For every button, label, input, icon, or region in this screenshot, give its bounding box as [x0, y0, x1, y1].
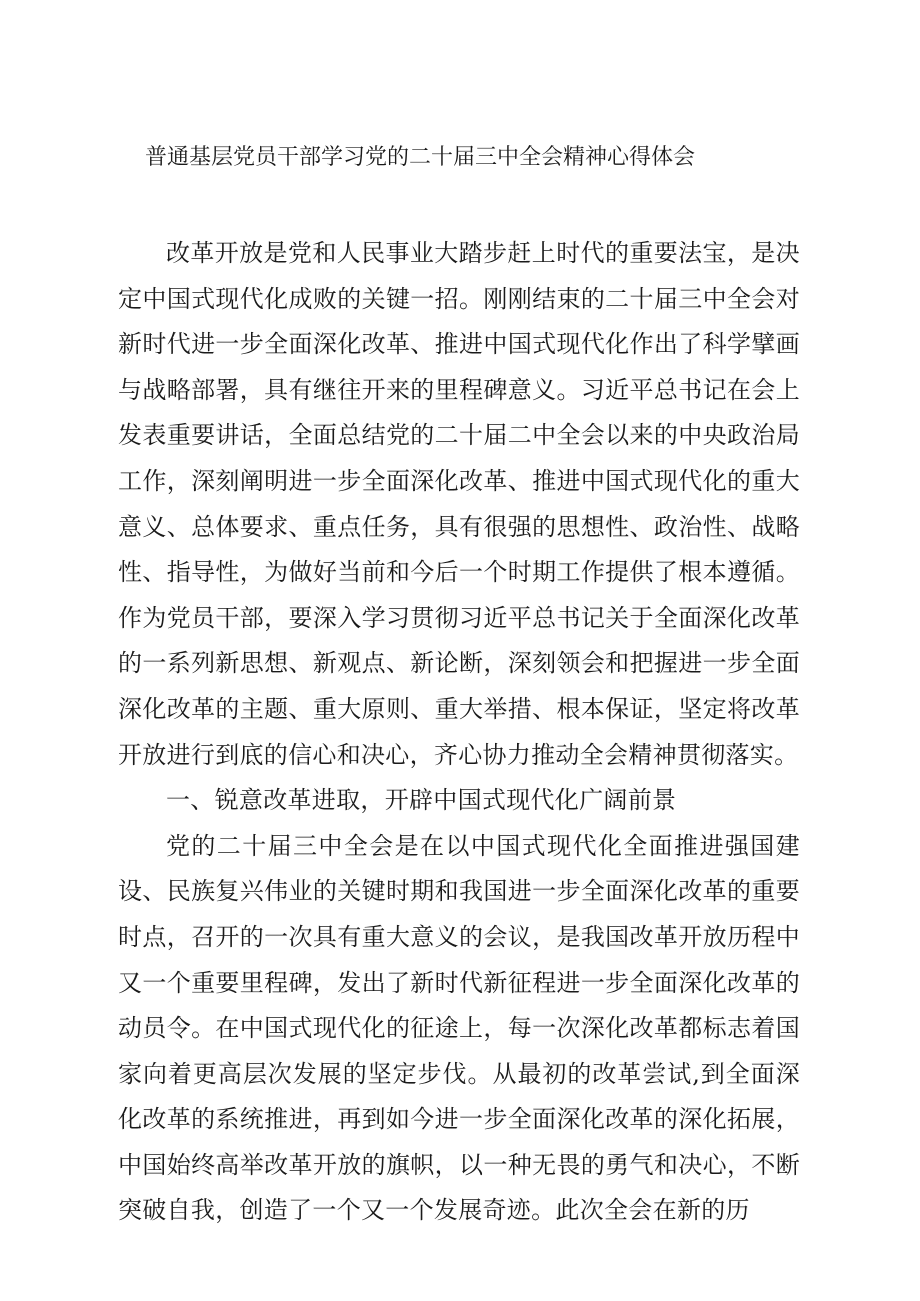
section-1-paragraph: 党的二十届三中全会是在以中国式现代化全面推进强国建设、民族复兴伟业的关键时期和我国进一步全面深化改革的重要时点，召开的一次具有重大意义的会议，是我国改革开放历程中又一个重要里程碑，发出了新时代新征程进一步全面深化改革的动员令。在中国式现代化的征途上，每一次深化改革都标志着国家向着更高层次发展的坚定步伐。从最初的改革尝试,到全面深化改革的系统推进，再到如今进一步全面深化改革的深化拓展，中国始终高举改革开放的旗帜，以一种无畏的勇气和决心，不断突破自我，创造了一个又一个发展奇迹。此次全会在新的历	[118, 831, 800, 1225]
section-heading-1: 一、锐意改革进取，开辟中国式现代化广阔前景	[166, 786, 677, 815]
document-body	[118, 231, 800, 1234]
document-title: 普通基层党员干部学习党的二十届三中全会精神心得体会	[145, 145, 696, 170]
intro-paragraph: 改革开放是党和人民事业大踏步赶上时代的重要法宝，是决定中国式现代化成败的关键一招。刚刚结束的二十届三中全会对新时代进一步全面深化改革、推进中国式现代化作出了科学擘画与战略部署，具有继往开来的里程碑意义。习近平总书记在会上发表重要讲话，全面总结党的二十届二中全会以来的中央政治局工作，深刻阐明进一步全面深化改革、推进中国式现代化的重大意义、总体要求、重点任务，具有很强的思想性、政治性、战略性、指导性，为做好当前和今后一个时期工作提供了根本遵循。作为党员干部，要深入学习贯彻习近平总书记关于全面深化改革的一系列新思想、新观点、新论断，深刻领会和把握进一步全面深化改革的主题、重大原则、重大举措、根本保证，坚定将改革开放进行到底的信心和决心，齐心协力推动全会精神贯彻落实。	[118, 239, 800, 769]
